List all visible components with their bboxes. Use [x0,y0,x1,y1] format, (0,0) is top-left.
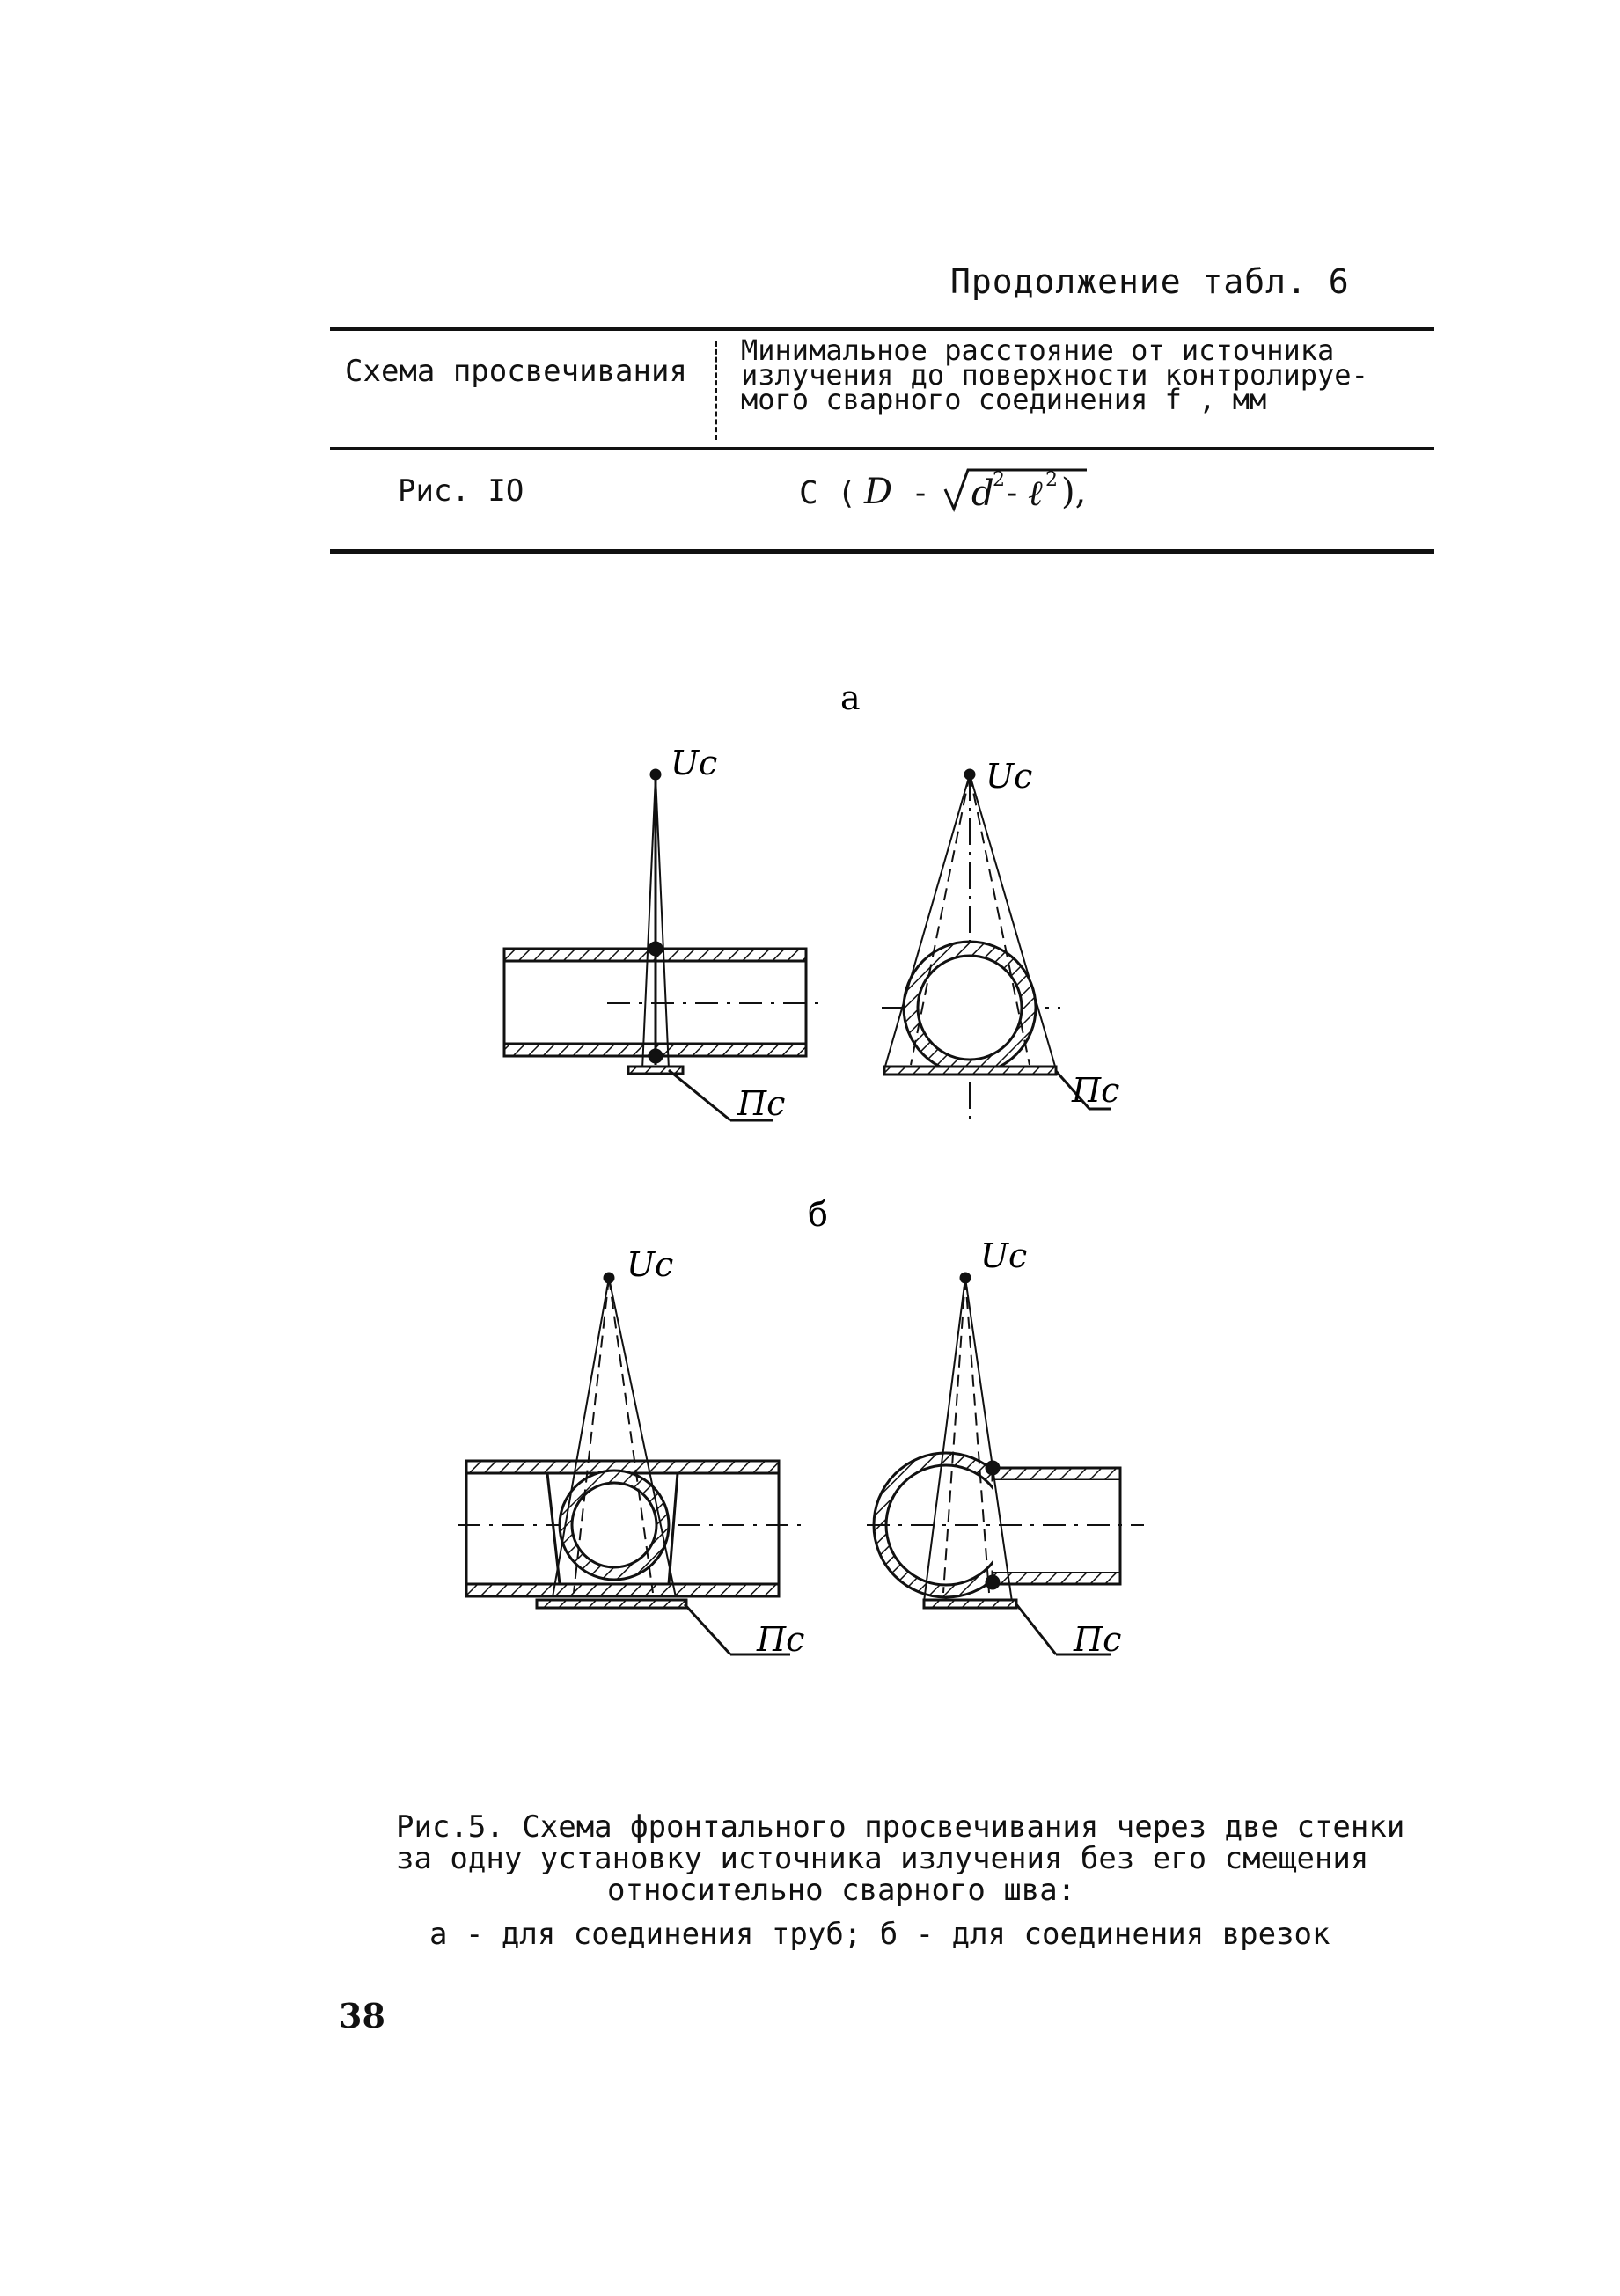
detector-label: Пс [1072,1071,1120,1110]
figure-part-b-label: б [808,1195,828,1234]
diagram-a-pipe-side [504,770,827,1120]
svg-text:d: d [971,473,994,514]
svg-text:D: D [864,472,893,512]
figure-part-a-label: а [840,679,861,717]
figure-caption [396,1811,1404,1906]
svg-text:-: - [915,475,927,511]
caption-line: за одну установку источника излучения без его смещения [396,1841,1369,1876]
table-cell-figure-ref: Рис. IO [398,473,524,509]
table-header-scheme: Схема просвечивания [345,354,687,389]
detector-label: Пс [757,1620,805,1659]
caption-line: Рис.5. Схема фронтального просвечивания через две стенки [396,1809,1405,1845]
caption-line: относительно сварного шва: [607,1873,1076,1908]
table-header-distance-line: мого сварного соединения f , мм [741,383,1267,416]
detector-label: Пс [737,1084,786,1123]
svg-text:-: - [1007,475,1018,511]
detector-label: Пс [1074,1620,1122,1659]
source-label: Uс [671,744,718,782]
svg-text:2: 2 [993,469,1005,491]
source-label: Uс [627,1245,674,1284]
source-label: Uс [980,1236,1028,1275]
table-header-distance-line: излучения до поверхности контролируе- [741,358,1368,392]
diagram-a-pipe-section [882,770,1111,1122]
diagram-b-branch-front [458,1273,801,1654]
caption-legend: а - для соединения труб; б - для соединения врезок [429,1917,1330,1952]
svg-text:),: ), [1061,472,1087,512]
svg-text:2: 2 [1045,469,1058,491]
source-label: Uс [986,757,1033,796]
page-number: 38 [339,1996,385,2036]
svg-text:C (: C ( [799,475,857,511]
table-header-distance-line: Минимальное расстояние от источника [741,334,1335,367]
svg-text:ℓ: ℓ [1028,473,1043,514]
diagram-b-branch-side [867,1273,1144,1654]
continuation-label: Продолжение табл. 6 [950,262,1350,301]
